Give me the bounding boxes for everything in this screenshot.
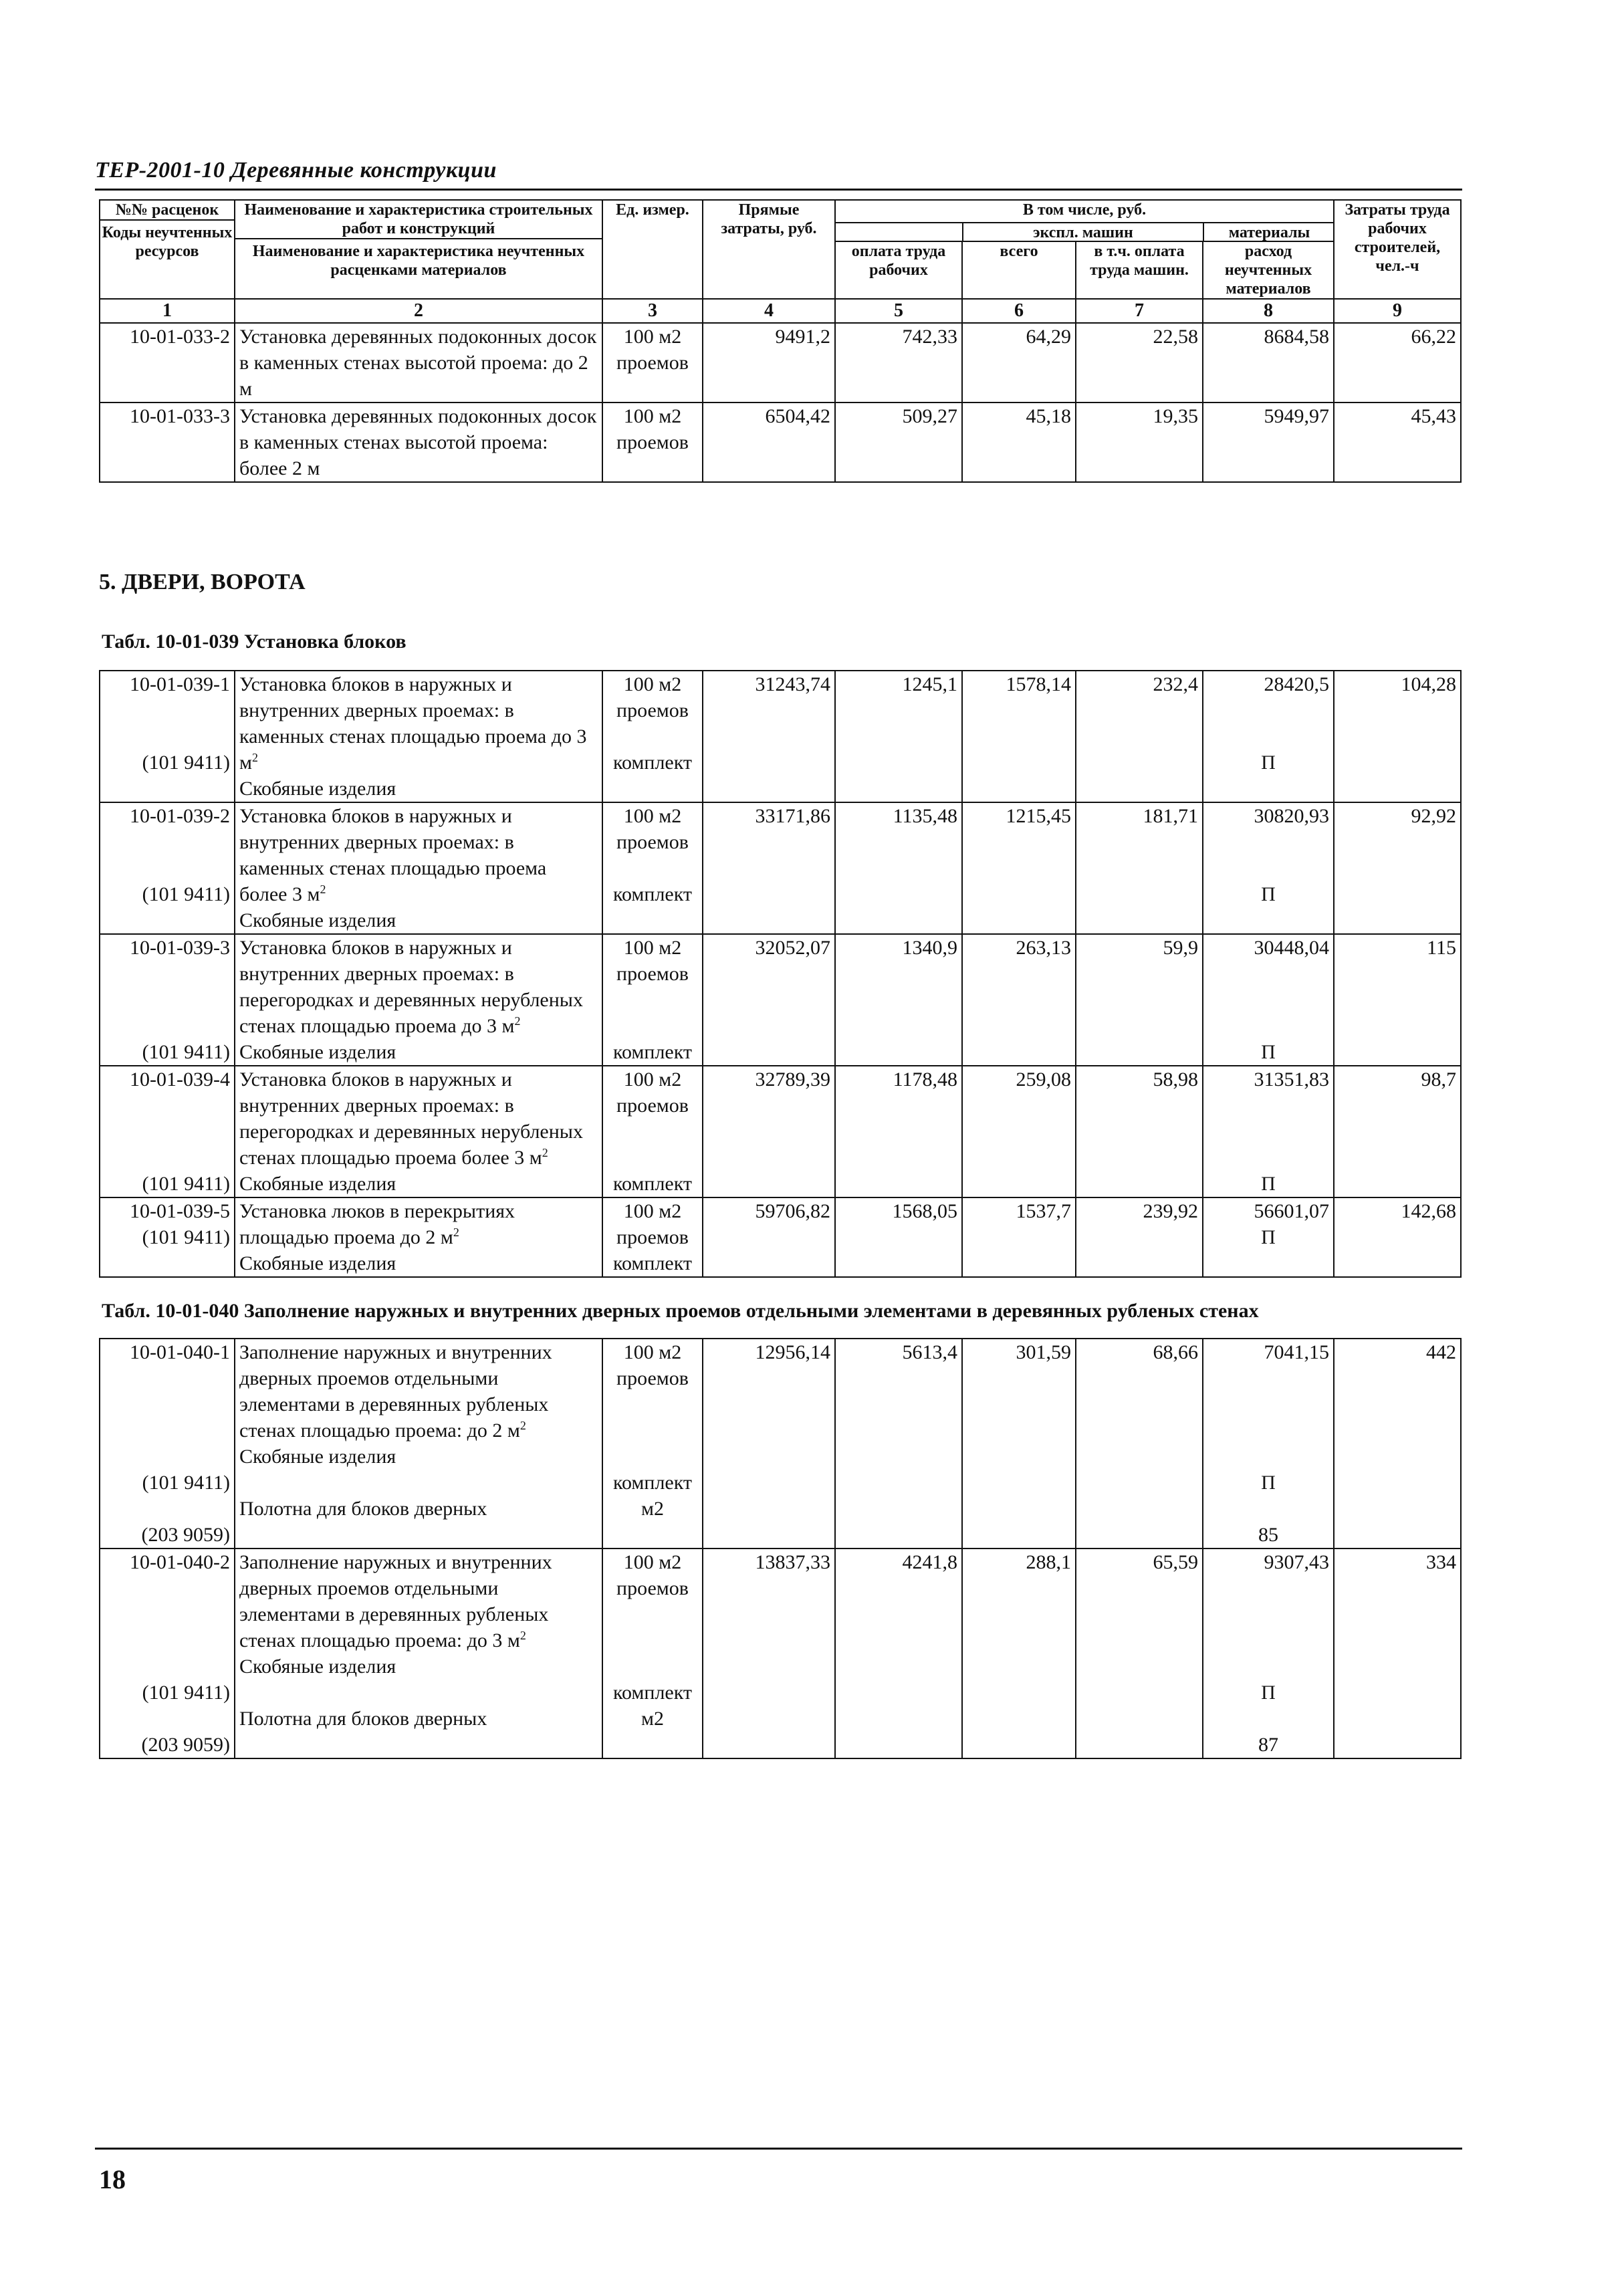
resource-unit: комплект [612,1041,693,1063]
machines-labor: 232,4 [1076,671,1203,802]
work-name-text: Заполнение наружных и внутренних дверных проемов отдельными элементами в деревянных рубленых стенах площадью проема: до 3 $м^2$ [239,1551,552,1651]
spacer [104,1444,230,1470]
labor-hours: 115 [1334,934,1461,1066]
unit-text: 100 м2 проемов [616,1068,689,1117]
rate-code: 10-01-033-2 [100,323,235,403]
section-title: 5. ДВЕРИ, ВОРОТА [99,570,306,594]
machines-labor: 239,92 [1076,1197,1203,1277]
materials [1203,1549,1334,1758]
spacer [1207,961,1329,987]
spacer [104,1145,230,1171]
rate-code [100,1339,235,1549]
spacer [104,829,230,855]
spacer [1207,1496,1329,1522]
direct-cost: 9491,2 [703,323,835,403]
spacer [607,1417,698,1444]
labor-hours: 66,22 [1334,323,1461,403]
resource-name: Скобяные изделия [239,1252,396,1274]
rate-code [100,671,235,802]
spacer [607,1627,698,1653]
table-row [100,403,1461,482]
spacer [1207,1706,1329,1732]
materials-text: 9307,43 [1264,1551,1329,1573]
spacer [1207,1601,1329,1627]
machines-total: 64,29 [962,323,1076,403]
materials-text: 30820,93 [1254,805,1329,827]
spacer [1207,1119,1329,1145]
resource-name: Полотна для блоков дверных [239,1498,487,1520]
resource-unit: комплект [612,752,693,774]
resource-qty: П [1261,883,1276,905]
direct-cost: 31243,74 [703,671,835,802]
materials-text: 28420,5 [1264,673,1329,695]
spacer [104,697,230,723]
materials-text: 7041,15 [1264,1341,1329,1363]
spacer [104,1119,230,1145]
resource-name: Полотна для блоков дверных [239,1708,487,1730]
machines-labor: 68,66 [1076,1339,1203,1549]
unit [602,1066,703,1197]
spacer [607,723,698,750]
materials [1203,1066,1334,1197]
spacer [104,1653,230,1680]
work-name-text: Заполнение наружных и внутренних дверных проемов отдельными элементами в деревянных рубленых стенах площадью проема: до 2 $м^2$ [239,1341,552,1442]
col4-header: Прямые затраты, руб. [703,200,835,299]
running-header: ТЕР-2001-10 Деревянные конструкции [95,158,497,183]
unit [602,802,703,934]
spacer [1207,1365,1329,1391]
resource-name: Скобяные изделия [239,778,396,800]
spacer [1207,829,1329,855]
labor-hours: 45,43 [1334,403,1461,482]
footer-rule [95,2148,1462,2150]
machines-labor: 19,35 [1076,403,1203,482]
spacer [104,961,230,987]
labor-hours: 334 [1334,1549,1461,1758]
unit: 100 м2 проемов [602,403,703,482]
col-number: 3 [602,299,703,323]
col-number: 5 [835,299,962,323]
superscript: 2 [542,1146,548,1159]
resource-unit: м2 [641,1498,664,1520]
table-row [100,671,1461,802]
col2-header: Наименование и характеристика строительных работ и конструкций Наименование и характеристика неучтенных расценками материалов [235,200,602,299]
spacer [1207,1444,1329,1470]
spacer [104,1391,230,1417]
spacer [104,855,230,881]
resource-name: Скобяные изделия [239,1446,396,1468]
direct-cost: 12956,14 [703,1339,835,1549]
table-040 [99,1338,1462,1759]
superscript: 2 [320,883,326,896]
resource-code: (203 9059) [141,1734,230,1756]
spacer [104,1013,230,1039]
rate-code [100,1197,235,1277]
work-name: Установка деревянных подоконных досок в каменных стенах высотой проема: более 2 м [235,403,602,482]
resource-qty: П [1261,1173,1276,1195]
resource-name: Скобяные изделия [239,1655,396,1678]
work-name: Установка деревянных подоконных досок в каменных стенах высотой проема: до 2 м [235,323,602,403]
labor-pay: 1135,48 [835,802,962,934]
col-number: 4 [703,299,835,323]
resource-qty: П [1261,1472,1276,1494]
resource-qty: П [1261,1041,1276,1063]
table-039 [99,670,1462,1278]
materials: 8684,58 [1203,323,1334,403]
labor-pay-label [836,223,963,242]
spacer [607,855,698,881]
spacer [1207,1145,1329,1171]
resource-unit: комплект [612,883,693,905]
resource-code: (101 9411) [142,1041,230,1063]
resource-unit: комплект [612,1682,693,1704]
group-header: В том числе, руб. экспл. машин материалы [835,200,1334,241]
labor-hours: 442 [1334,1339,1461,1549]
table-row [100,1339,1461,1549]
header-row-1 [100,200,1461,241]
col3-header: Ед. измер. [602,200,703,299]
column-numbers-row [100,299,1461,323]
resource-unit: м2 [641,1708,664,1730]
labor-hours: 104,28 [1334,671,1461,802]
rate-code-text: 10-01-039-1 [130,673,230,695]
resource-name: Скобяные изделия [239,909,396,931]
rate-code-text: 10-01-039-4 [130,1068,230,1091]
superscript: 2 [514,1014,521,1028]
work-name-text: Установка блоков в наружных и внутренних дверных проемах: в каменных стенах площадью проема более 3 $м^2$ [239,805,547,905]
work-name [235,1549,602,1758]
resource-unit: комплект [612,1173,693,1195]
col1-header: №№ расценок Коды неучтенных ресурсов [100,200,235,299]
materials: 5949,97 [1203,403,1334,482]
rate-code-text: 10-01-039-2 [130,805,230,827]
labor-pay: 5613,4 [835,1339,962,1549]
materials-text: 56601,07 [1254,1200,1329,1222]
spacer [1207,1391,1329,1417]
unit [602,671,703,802]
resource-code: (101 9411) [142,1173,230,1195]
machines-total: 1537,7 [962,1197,1076,1277]
labor-pay: 742,33 [835,323,962,403]
resource-qty: 87 [1258,1734,1278,1756]
col-number: 8 [1203,299,1334,323]
superscript: 2 [453,1226,459,1239]
page-number: 18 [99,2164,126,2194]
unit: 100 м2 проемов [602,323,703,403]
table-row [100,1066,1461,1197]
work-name [235,802,602,934]
resource-code: (101 9411) [142,752,230,774]
unit-text: 100 м2 проемов [616,805,689,853]
materials-text: 31351,83 [1254,1068,1329,1091]
machines-labor: 22,58 [1076,323,1203,403]
unit [602,1549,703,1758]
superscript: 2 [519,1419,526,1432]
spacer [607,987,698,1013]
machines-total: 288,1 [962,1549,1076,1758]
work-name-text: Установка люков в перекрытиях площадью проема до 2 $м^2$ [239,1200,515,1248]
machines-labor: 58,98 [1076,1066,1203,1197]
resource-code: (101 9411) [142,1226,230,1248]
labor-pay: 509,27 [835,403,962,482]
direct-cost: 13837,33 [703,1549,835,1758]
labor-pay: 4241,8 [835,1549,962,1758]
machines-total: 259,08 [962,1066,1076,1197]
direct-cost: 32052,07 [703,934,835,1066]
col-number: 1 [100,299,235,323]
spacer [607,1444,698,1470]
labor-pay: 1340,9 [835,934,962,1066]
rate-code: 10-01-033-3 [100,403,235,482]
unit-text: 100 м2 проемов [616,673,689,721]
materials [1203,671,1334,802]
resource-code: (101 9411) [142,1472,230,1494]
resource-name: Скобяные изделия [239,1041,396,1063]
materials [1203,934,1334,1066]
spacer [1207,1417,1329,1444]
direct-cost: 32789,39 [703,1066,835,1197]
spacer [607,1653,698,1680]
rate-code [100,1549,235,1758]
table-row [100,802,1461,934]
work-name-text: Установка блоков в наружных и внутренних дверных проемах: в перегородках и деревянных нерубленых стенах площадью проема более 3 $м^2$ [239,1068,583,1169]
labor-hours: 92,92 [1334,802,1461,934]
spacer [104,1093,230,1119]
materials-text: 30448,04 [1254,937,1329,959]
machines-total: 45,18 [962,403,1076,482]
resource-code: (203 9059) [141,1524,230,1546]
col-number: 7 [1076,299,1203,323]
work-name-text: Установка блоков в наружных и внутренних дверных проемах: в каменных стенах площадью проема до 3 $м^2$ [239,673,587,774]
spacer [104,1627,230,1653]
group-subheader [836,222,1335,242]
superscript: 2 [251,751,258,764]
resource-qty: П [1261,1682,1276,1704]
table-039-caption: Табл. 10-01-039 Установка блоков [102,631,407,653]
rate-code [100,1066,235,1197]
spacer [607,1013,698,1039]
spacer [239,1470,598,1496]
spacer [1207,697,1329,723]
work-name [235,1066,602,1197]
col8-header: расход неучтенных материалов [1203,241,1334,299]
unit [602,1197,703,1277]
materials [1203,1339,1334,1549]
work-name [235,671,602,802]
col9-header: Затраты труда рабочих строителей, чел.-ч [1334,200,1461,299]
unit [602,1339,703,1549]
machines-total: 263,13 [962,934,1076,1066]
unit-text: 100 м2 проемов [616,1551,689,1599]
spacer [104,723,230,750]
direct-cost: 6504,42 [703,403,835,482]
materials [1203,802,1334,934]
resource-name: Скобяные изделия [239,1173,396,1195]
unit-text: 100 м2 проемов [616,1200,689,1248]
spacer [104,1706,230,1732]
machines-label: экспл. машин [963,223,1203,242]
machines-total: 1215,45 [962,802,1076,934]
rate-code-text: 10-01-040-2 [130,1551,230,1573]
unit [602,934,703,1066]
machines-total: 1578,14 [962,671,1076,802]
resource-qty: П [1261,1226,1276,1248]
rate-code [100,934,235,1066]
col5-header: оплата труда рабочих [835,241,962,299]
col6-header: всего [962,241,1076,299]
resource-unit: комплект [612,1252,693,1274]
work-name [235,1197,602,1277]
machines-labor: 65,59 [1076,1549,1203,1758]
machines-total: 301,59 [962,1339,1076,1549]
table-033 [99,199,1462,483]
superscript: 2 [519,1629,526,1642]
table-row [100,323,1461,403]
unit-text: 100 м2 проемов [616,937,689,985]
header-rule [95,189,1462,191]
direct-cost: 59706,82 [703,1197,835,1277]
spacer [607,1391,698,1417]
resource-code: (101 9411) [142,1682,230,1704]
work-name [235,934,602,1066]
materials [1203,1197,1334,1277]
resource-qty: П [1261,752,1276,774]
spacer [1207,987,1329,1013]
spacer [104,1365,230,1391]
table-row [100,1197,1461,1277]
spacer [1207,1653,1329,1680]
labor-pay: 1245,1 [835,671,962,802]
rate-code [100,802,235,934]
resource-unit: комплект [612,1472,693,1494]
resource-code: (101 9411) [142,883,230,905]
unit-text: 100 м2 проемов [616,1341,689,1389]
spacer [104,1417,230,1444]
rate-code-text: 10-01-039-3 [130,937,230,959]
spacer [607,1119,698,1145]
resource-qty: 85 [1258,1524,1278,1546]
spacer [607,1145,698,1171]
direct-cost: 33171,86 [703,802,835,934]
rate-code-text: 10-01-040-1 [130,1341,230,1363]
table-row [100,934,1461,1066]
materials-label: материалы [1203,223,1335,242]
spacer [104,1496,230,1522]
spacer [1207,855,1329,881]
col-number: 2 [235,299,602,323]
labor-pay: 1568,05 [835,1197,962,1277]
machines-labor: 181,71 [1076,802,1203,934]
spacer [104,1601,230,1627]
labor-pay: 1178,48 [835,1066,962,1197]
spacer [1207,723,1329,750]
spacer [239,1680,598,1706]
spacer [607,1601,698,1627]
col-number: 9 [1334,299,1461,323]
machines-labor: 59,9 [1076,934,1203,1066]
spacer [104,987,230,1013]
labor-hours: 142,68 [1334,1197,1461,1277]
rate-code-text: 10-01-039-5 [130,1200,230,1222]
spacer [1207,1575,1329,1601]
table-row [100,1549,1461,1758]
labor-hours: 98,7 [1334,1066,1461,1197]
spacer [104,1575,230,1601]
col7-header: в т.ч. оплата труда машин. [1076,241,1203,299]
work-name [235,1339,602,1549]
spacer [1207,1013,1329,1039]
col-number: 6 [962,299,1076,323]
spacer [1207,1093,1329,1119]
spacer [1207,1627,1329,1653]
table-040-caption: Табл. 10-01-040 Заполнение наружных и внутренних дверных проемов отдельными элементами в деревянных рубленых стенах [102,1300,1259,1322]
work-name-text: Установка блоков в наружных и внутренних дверных проемах: в перегородках и деревянных нерубленых стенах площадью проема до 3 $м^2$ [239,937,583,1037]
